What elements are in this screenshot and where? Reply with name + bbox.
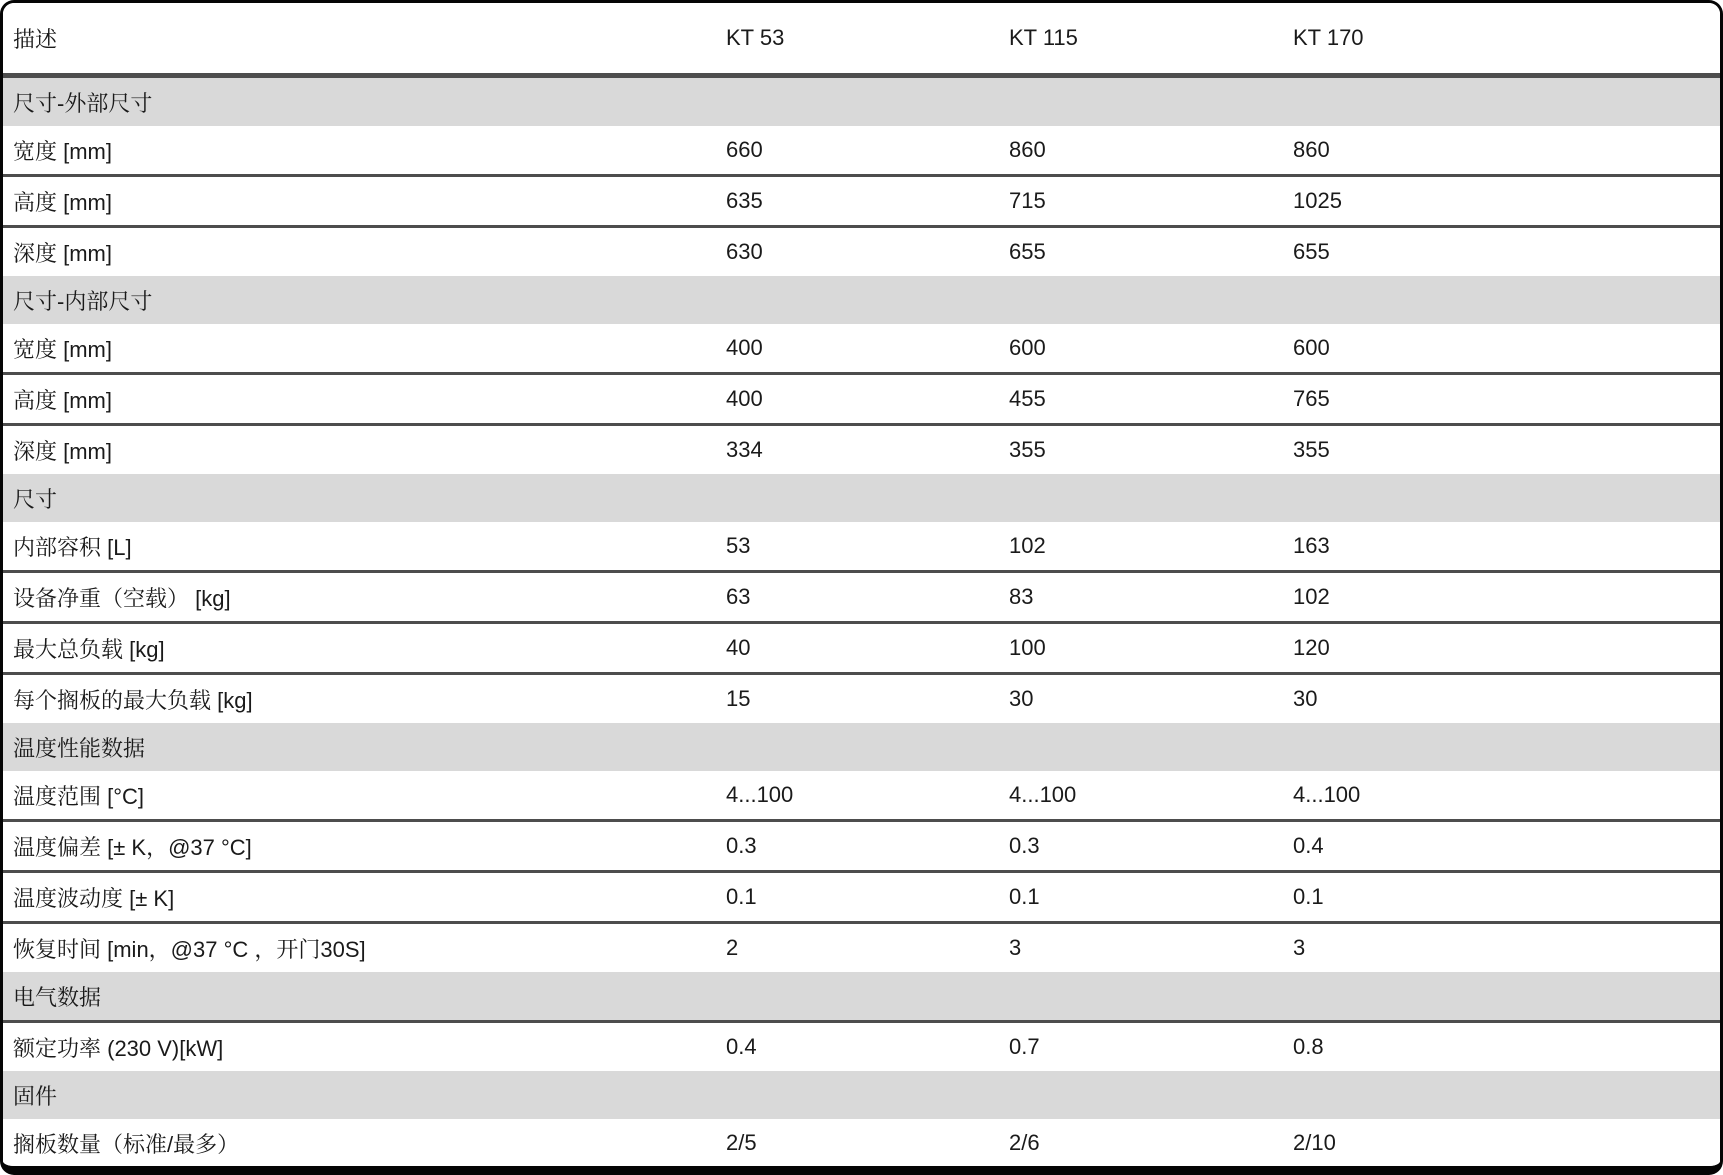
- row-value: 15: [726, 674, 1009, 724]
- header-description: 描述: [3, 3, 726, 76]
- row-value: 63: [726, 572, 1009, 623]
- row-value: 0.1: [1009, 872, 1293, 923]
- row-value: 4...100: [1293, 771, 1723, 821]
- row-value: 0.7: [1009, 1022, 1293, 1072]
- row-label: 温度范围 [°C]: [3, 771, 726, 821]
- table-row: [3, 923, 1723, 973]
- row-value: 635: [726, 176, 1009, 227]
- row-value: 102: [1009, 522, 1293, 572]
- row-value: 2/5: [726, 1119, 1009, 1167]
- table-row: [3, 572, 1723, 623]
- header-col-kt170: KT 170: [1293, 3, 1723, 76]
- row-value: 0.1: [726, 872, 1009, 923]
- table-row: [3, 374, 1723, 425]
- row-value: 0.3: [1009, 821, 1293, 872]
- table-header: [3, 3, 1723, 76]
- row-label: 额定功率 (230 V)[kW]: [3, 1022, 726, 1072]
- header-col-kt115: KT 115: [1009, 3, 1293, 76]
- row-value: 120: [1293, 623, 1723, 674]
- row-value: 600: [1009, 324, 1293, 374]
- table-row: [3, 771, 1723, 821]
- table-row: [3, 623, 1723, 674]
- row-label: 温度偏差 [± K，@37 °C]: [3, 821, 726, 872]
- section-title: 尺寸-外部尺寸: [3, 76, 1723, 127]
- table-row: [3, 674, 1723, 724]
- section-title: 电气数据: [3, 972, 1723, 1022]
- section-band: [3, 1071, 1723, 1119]
- row-value: 100: [1009, 623, 1293, 674]
- row-value: 355: [1293, 425, 1723, 475]
- row-label: 恢复时间 [min，@37 °C ，开门30S]: [3, 923, 726, 973]
- row-label: 内部容积 [L]: [3, 522, 726, 572]
- row-value: 0.4: [726, 1022, 1009, 1072]
- row-label: 高度 [mm]: [3, 374, 726, 425]
- row-value: 163: [1293, 522, 1723, 572]
- table-row: [3, 227, 1723, 277]
- row-value: 83: [1009, 572, 1293, 623]
- section-band: [3, 474, 1723, 522]
- row-value: 1025: [1293, 176, 1723, 227]
- row-label: 宽度 [mm]: [3, 324, 726, 374]
- row-value: 2/10: [1293, 1119, 1723, 1167]
- row-value: 40: [726, 623, 1009, 674]
- row-value: 660: [726, 126, 1009, 176]
- spec-table: [3, 3, 1723, 1167]
- row-value: 715: [1009, 176, 1293, 227]
- table-body: [3, 76, 1723, 1168]
- row-label: 宽度 [mm]: [3, 126, 726, 176]
- row-label: 最大总负载 [kg]: [3, 623, 726, 674]
- section-title: 尺寸: [3, 474, 1723, 522]
- row-value: 3: [1009, 923, 1293, 973]
- row-value: 2: [726, 923, 1009, 973]
- section-band: [3, 723, 1723, 771]
- row-value: 860: [1293, 126, 1723, 176]
- table-row: [3, 821, 1723, 872]
- row-label: 高度 [mm]: [3, 176, 726, 227]
- table-row: [3, 324, 1723, 374]
- row-value: 102: [1293, 572, 1723, 623]
- row-value: 600: [1293, 324, 1723, 374]
- row-value: 30: [1293, 674, 1723, 724]
- row-value: 2/6: [1009, 1119, 1293, 1167]
- row-value: 30: [1009, 674, 1293, 724]
- table-row: [3, 1022, 1723, 1072]
- header-row: [3, 3, 1723, 76]
- table-row: [3, 425, 1723, 475]
- row-value: 765: [1293, 374, 1723, 425]
- row-label: 深度 [mm]: [3, 425, 726, 475]
- table-row: [3, 176, 1723, 227]
- row-label: 搁板数量（标准/最多）: [3, 1119, 726, 1167]
- row-value: 3: [1293, 923, 1723, 973]
- header-col-kt53: KT 53: [726, 3, 1009, 76]
- row-label: 每个搁板的最大负载 [kg]: [3, 674, 726, 724]
- section-title: 温度性能数据: [3, 723, 1723, 771]
- row-value: 455: [1009, 374, 1293, 425]
- section-title: 尺寸-内部尺寸: [3, 276, 1723, 324]
- row-value: 0.1: [1293, 872, 1723, 923]
- row-label: 设备净重（空载） [kg]: [3, 572, 726, 623]
- row-value: 355: [1009, 425, 1293, 475]
- row-value: 0.3: [726, 821, 1009, 872]
- row-value: 655: [1009, 227, 1293, 277]
- section-band: [3, 76, 1723, 127]
- row-value: 53: [726, 522, 1009, 572]
- section-band: [3, 972, 1723, 1022]
- table-row: [3, 1119, 1723, 1167]
- row-value: 4...100: [1009, 771, 1293, 821]
- section-band: [3, 276, 1723, 324]
- row-value: 400: [726, 324, 1009, 374]
- row-value: 4...100: [726, 771, 1009, 821]
- table-row: [3, 872, 1723, 923]
- table-row: [3, 522, 1723, 572]
- row-value: 630: [726, 227, 1009, 277]
- section-title: 固件: [3, 1071, 1723, 1119]
- row-value: 334: [726, 425, 1009, 475]
- row-label: 温度波动度 [± K]: [3, 872, 726, 923]
- row-value: 400: [726, 374, 1009, 425]
- row-value: 860: [1009, 126, 1293, 176]
- row-value: 0.4: [1293, 821, 1723, 872]
- row-label: 深度 [mm]: [3, 227, 726, 277]
- table-row: [3, 126, 1723, 176]
- row-value: 0.8: [1293, 1022, 1723, 1072]
- row-value: 655: [1293, 227, 1723, 277]
